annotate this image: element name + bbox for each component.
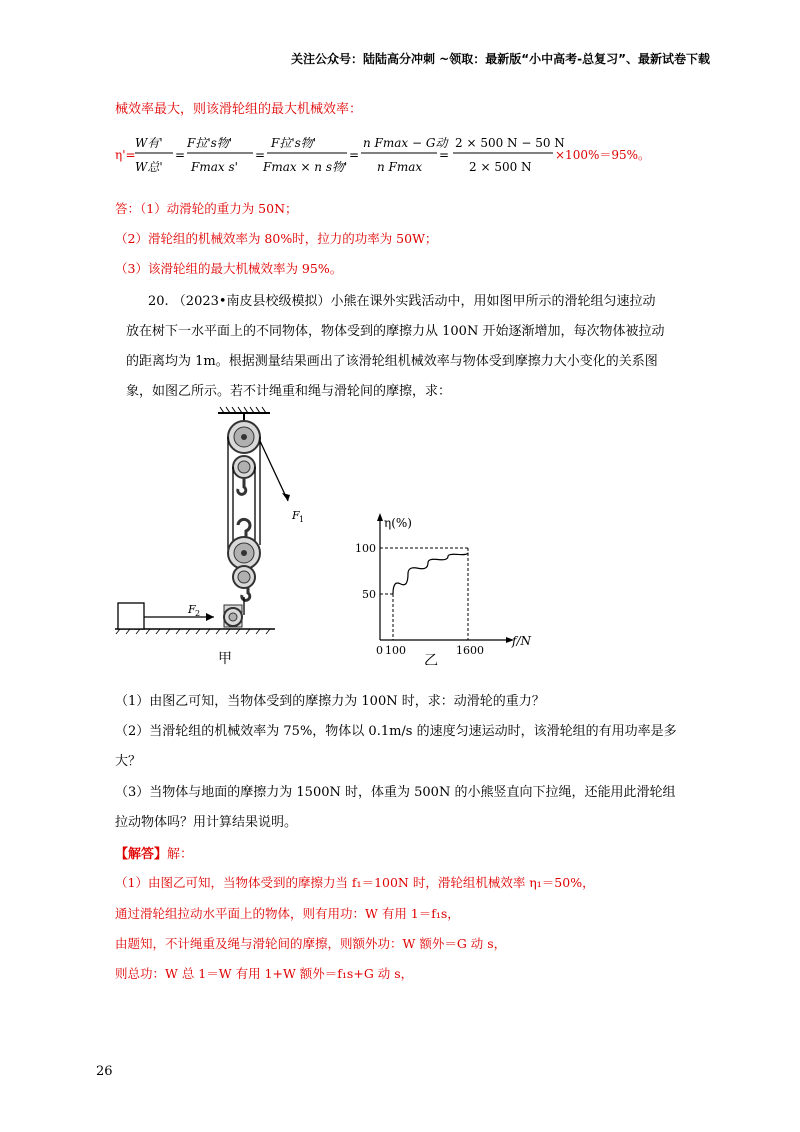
solution-line-2: 通过滑轮组拉动水平面上的物体，则有用功：W 有用 1＝f₁s， <box>115 906 460 921</box>
problem-line-2: 放在树下一水平面上的不同物体，物体受到的摩擦力从 100N 开始逐渐增加，每次物体被拉动 <box>126 324 665 339</box>
ground-pulley <box>224 605 242 627</box>
svg-text:=: = <box>439 148 450 162</box>
formula-tail: ×100%＝95%。 <box>555 148 651 162</box>
formula-f2-den: Fmax s' <box>191 160 238 174</box>
prev-line: 械效率最大，则该滑轮组的最大机械效率： <box>115 102 363 117</box>
page-number: 26 <box>96 1064 113 1079</box>
svg-text:=: = <box>175 148 186 162</box>
question-3b: 拉动物体吗？用计算结果说明。 <box>115 815 298 830</box>
page-header: 关注公众号：陆陆高分冲刺 ~领取：最新版“小中高考-总复习”、最新试卷下载 <box>291 52 710 66</box>
problem-line-1: 20. （2023•南皮县校级模拟）小熊在课外实践活动中，用如图甲所示的滑轮组匀速拉动 <box>148 294 656 309</box>
jia-label: 甲 <box>218 651 232 667</box>
x-tick-100: 100 <box>385 644 406 657</box>
question-2a: （2）当滑轮组的机械效率为 75%，物体以 0.1m/s 的速度匀速运动时，该滑轮组的有用功率是多 <box>115 724 677 739</box>
formula-f5-den: 2 × 500 N <box>469 160 532 174</box>
fixed-pulley-small <box>233 456 255 478</box>
efficiency-curve <box>393 553 468 594</box>
question-2b: 大？ <box>115 754 142 769</box>
prev-answer-1: 答：（1）动滑轮的重力为 50N； <box>115 201 298 216</box>
problem-line-3: 的距离均为 1m。根据测量结果画出了该滑轮组机械效率与物体受到摩擦力大小变化的关系图 <box>126 354 658 369</box>
prev-answer-2: （2）滑轮组的机械效率为 80%时，拉力的功率为 50W； <box>115 231 438 246</box>
yi-label: 乙 <box>424 653 438 665</box>
y-tick-50: 50 <box>362 588 376 601</box>
x-axis-label: f/N <box>512 634 531 648</box>
formula-f5-num: 2 × 500 N − 50 N <box>455 136 565 150</box>
f2-label: F <box>188 603 196 616</box>
formula-f4-den: n Fmax <box>377 160 423 174</box>
svg-text:=: = <box>349 148 360 162</box>
problem-line-4: 象，如图乙所示。若不计绳重和绳与滑轮间的摩擦，求： <box>126 384 452 399</box>
fixed-pulley-top <box>228 421 260 453</box>
x-tick-1600: 1600 <box>456 644 484 657</box>
solution-line-1: （1）由图乙可知，当物体受到的摩擦力当 f₁＝100N 时，滑轮组机械效率 η₁＝50%， <box>115 875 595 890</box>
solution-label: 【解答】 <box>115 847 168 862</box>
f2-sub: 2 <box>195 609 201 618</box>
formula-f3-den: Fmax × n s物' <box>263 160 348 174</box>
question-1: （1）由图乙可知，当物体受到的摩擦力为 100N 时，求：动滑轮的重力？ <box>115 694 545 709</box>
object-box <box>118 603 144 629</box>
formula-f3-num: F拉's物' <box>271 136 317 150</box>
prev-answer-3: （3）该滑轮组的最大机械效率为 95%。 <box>115 261 343 276</box>
question-3a: （3）当物体与地面的摩擦力为 1500N 时，体重为 500N 的小熊竖直向下拉绳，还能用此滑轮组 <box>115 785 676 800</box>
efficiency-formula <box>115 129 675 179</box>
formula-f2-num: F拉's物' <box>187 136 233 150</box>
formula-f1-den: W总' <box>135 160 163 174</box>
efficiency-chart <box>340 505 550 665</box>
y-tick-100: 100 <box>355 542 376 555</box>
y-axis-label: η(%) <box>384 516 412 530</box>
svg-text:=: = <box>255 148 266 162</box>
f1-label: F <box>292 509 300 522</box>
f1-sub: 1 <box>299 515 305 524</box>
solution-line-4: 则总功：W 总 1＝W 有用 1+W 额外＝f₁s+G 动 s， <box>115 966 414 981</box>
solution-line-3: 由题知，不计绳重及绳与滑轮间的摩擦，则额外功：W 额外＝G 动 s， <box>115 936 507 951</box>
formula-f4-num: n Fmax − G动 <box>363 136 448 150</box>
solution-heading <box>115 843 193 862</box>
pulley-diagram <box>110 405 310 670</box>
formula-eta: η'= <box>115 148 136 162</box>
formula-f1-num: W有' <box>135 136 163 150</box>
moving-pulley-lower <box>233 566 255 588</box>
solution-label-tail: 解： <box>167 847 194 862</box>
x-tick-0: 0 <box>376 644 383 657</box>
